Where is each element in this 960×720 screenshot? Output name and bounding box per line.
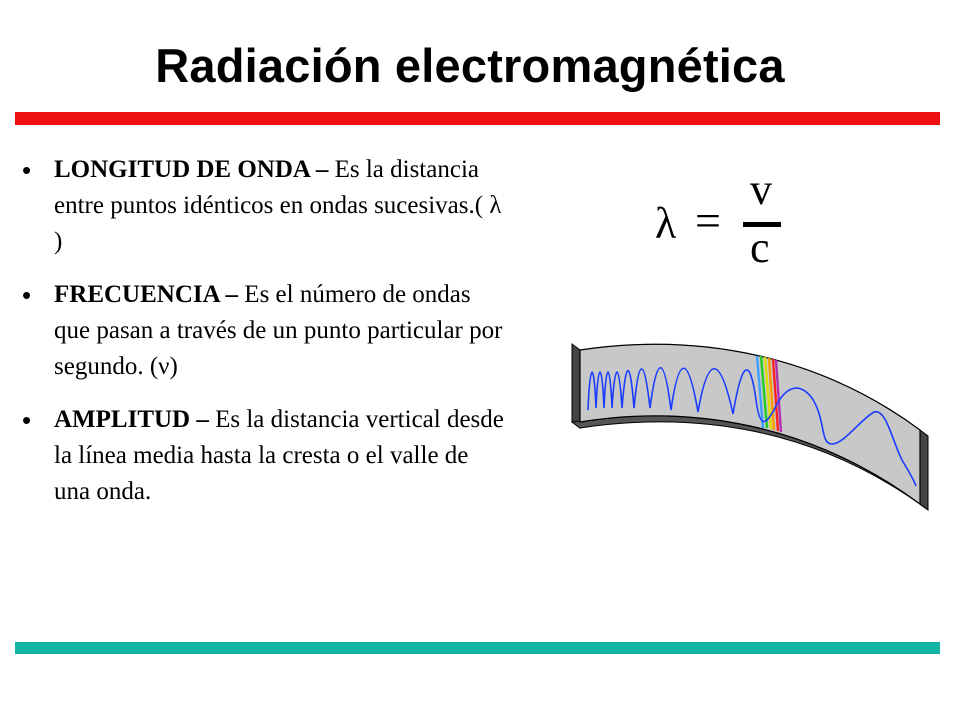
bullet-frequency: [18, 277, 508, 385]
slide-title: Radiación electromagnética: [155, 39, 785, 92]
wavelength-formula: [655, 165, 805, 280]
formula-lambda: λ: [655, 199, 677, 248]
bullet-term: LONGITUD DE ONDA –: [54, 156, 335, 183]
formula-numerator: v: [750, 165, 772, 214]
bullet-dot-icon: •: [22, 280, 32, 310]
bullet-list: [18, 152, 508, 527]
formula-denominator: c: [750, 223, 770, 272]
formula-equals: =: [695, 195, 721, 246]
bullet-text: Es la distancia vertical desde la línea media hasta la cresta o el valle de una onda.: [54, 406, 504, 505]
bullet-dot-icon: •: [22, 155, 32, 185]
bullet-amplitude: [18, 402, 508, 510]
bullet-term: AMPLITUD –: [54, 406, 216, 433]
bullet-wavelength: [18, 152, 508, 260]
top-accent-bar: [15, 112, 940, 125]
bottom-accent-bar: [15, 642, 940, 654]
bullet-text: Es la distancia entre puntos idénticos en ondas sucesivas.( λ ): [54, 156, 502, 255]
bullet-text: Es el número de ondas que pasan a través de un punto particular por segundo. (ν): [54, 281, 503, 380]
wave-spectrum-icon: [560, 320, 930, 520]
bullet-dot-icon: •: [22, 405, 32, 435]
bullet-term: FRECUENCIA –: [54, 281, 245, 308]
